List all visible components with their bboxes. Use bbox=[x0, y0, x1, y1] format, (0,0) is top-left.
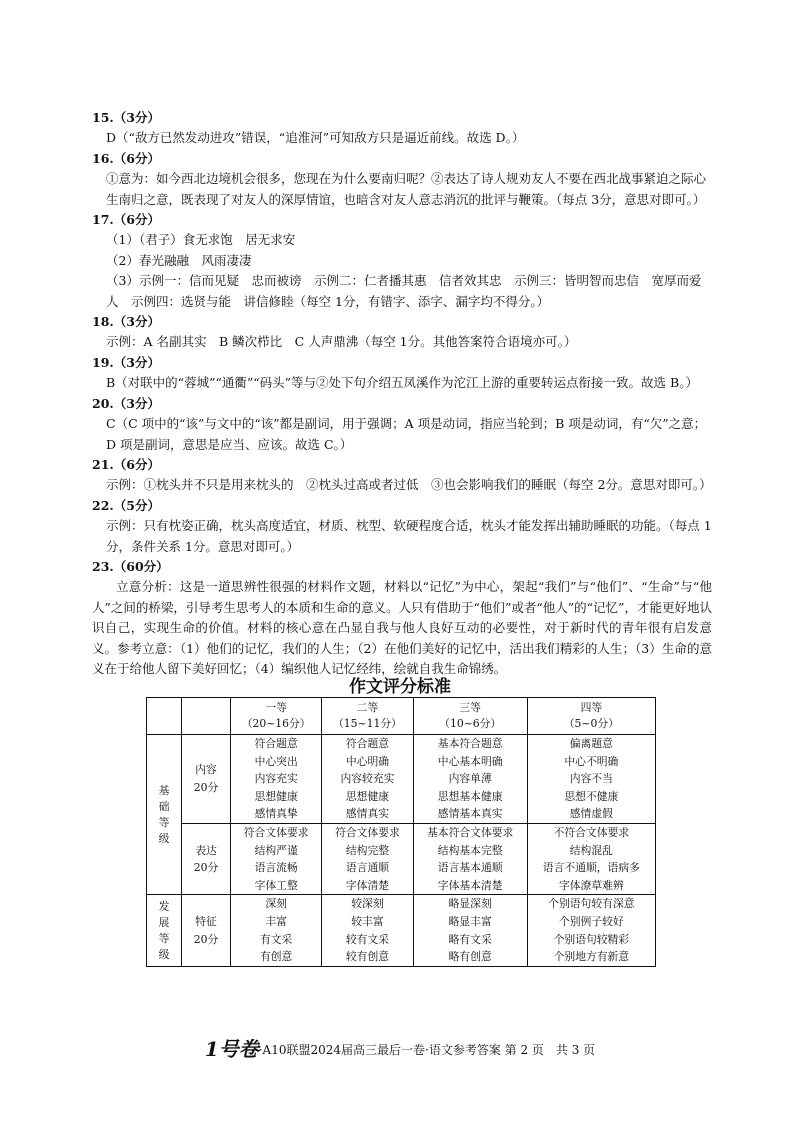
answer-17 bbox=[92, 210, 712, 312]
answer-16 bbox=[92, 149, 712, 210]
rubric-header-row bbox=[147, 698, 656, 735]
grade-header: 一等 （20~16分） bbox=[231, 698, 322, 735]
answer-text: ①意为：如今西北边境机会很多，您现在为什么要南归呢？②表达了诗人规劝友人不要在西北战事紧迫之际心生南归之意，既表现了对友人的深厚情谊，也暗含对友人意志消沉的批评与鞭策。（每点 3分，意思对即可。） bbox=[106, 171, 707, 207]
category-basic: 基 础 等 级 bbox=[147, 735, 182, 895]
criteria-cell: 基本符合文体要求 结构基本完整 语言基本通顺 字体基本清楚 bbox=[413, 823, 527, 894]
criteria-cell: 符合题意 中心突出 内容充实 思想健康 感情真挚 bbox=[231, 735, 322, 824]
answer-18 bbox=[92, 312, 712, 353]
essay-analysis: 立意分析：这是一道思辨性很强的材料作文题，材料以“记忆”为中心，架起“我们”与“他们”、“生命”与“他人”之间的桥梁，引导考生思考人的本质和生命的意义。人只有借助于“他们”或者“他人”的“记忆”，才能更好地认识自己，实现生命的价值。材料的核心意在凸显自我与他人良好互动的必要性，对于新时代的青年很有启发意义。参考立意：（1）他们的记忆，我们的人生；（2）在他们美好的记忆中，活出我们精彩的人生；（3）生命的意义在于给他人留下美好回忆；（4）编织他人记忆经纬，绘就自我生命锦绣。 bbox=[92, 579, 712, 676]
question-number: 16.（6分） bbox=[92, 150, 160, 166]
criteria-cell: 符合文体要求 结构完整 语言通顺 字体清楚 bbox=[322, 823, 413, 894]
criteria-cell: 不符合文体要求 结构混乱 语言不通顺，语病多 字体潦草难辨 bbox=[527, 823, 655, 894]
criteria-cell: 符合题意 中心明确 内容较充实 思想健康 感情真实 bbox=[322, 735, 413, 824]
question-number: 21.（6分） bbox=[92, 456, 160, 472]
question-number: 23.（60分） bbox=[92, 558, 169, 574]
page-footer bbox=[0, 1033, 800, 1062]
answer-text: 示例：A 名副其实 B 鳞次栉比 C 人声鼎沸（每空 1分。其他答案符合语境亦可。） bbox=[106, 334, 577, 350]
question-number: 20.（3分） bbox=[92, 395, 160, 411]
grade-header: 四等 （5~0分） bbox=[527, 698, 655, 735]
answer-15 bbox=[92, 108, 712, 149]
subcategory-feature: 特征 20分 bbox=[182, 895, 231, 966]
criteria-cell: 深刻 丰富 有文采 有创意 bbox=[231, 895, 322, 966]
answer-text: （1）（君子）食无求饱 居无求安 bbox=[106, 232, 296, 248]
rubric-corner-cell bbox=[182, 698, 231, 735]
rubric-row-expression bbox=[147, 823, 656, 894]
answer-text: C（C 项中的“该”与文中的“该”都是副词，用于强调；A 项是动词，指应当轮到；B 项是动词，有“欠”之意；D 项是副词，意思是应当、应该。故选 C。） bbox=[106, 416, 707, 452]
criteria-cell: 较深刻 较丰富 较有文采 较有创意 bbox=[322, 895, 413, 966]
answer-19 bbox=[92, 353, 712, 394]
criteria-cell: 略显深刻 略显丰富 略有文采 略有创意 bbox=[413, 895, 527, 966]
answer-text: （2）春光融融 风雨凄凄 bbox=[106, 252, 252, 268]
rubric-row-feature bbox=[147, 895, 656, 966]
criteria-cell: 偏离题意 中心不明确 内容不当 思想不健康 感情虚假 bbox=[527, 735, 655, 824]
grade-header: 二等 （15~11分） bbox=[322, 698, 413, 735]
answer-20 bbox=[92, 394, 712, 455]
criteria-cell: 个别语句较有深意 个别例子较好 个别语句较精彩 个别地方有新意 bbox=[527, 895, 655, 966]
answer-text: D（“敌方已然发动进攻”错误，“追淮河”可知敌方只是逼近前线。故选 D。） bbox=[106, 130, 525, 146]
answer-text: 示例：只有枕姿正确，枕头高度适宜，材质、枕型、软硬程度合适，枕头才能发挥出辅助睡眠的功能。（每点 1分，条件关系 1分。意思对即可。） bbox=[106, 518, 712, 554]
criteria-cell: 基本符合题意 中心基本明确 内容单薄 思想基本健康 感情基本真实 bbox=[413, 735, 527, 824]
answer-text: （3）示例一：信而见疑 忠而被谤 示例二：仁者播其惠 信者效其忠 示例三：皆明智而忠信 宽厚而爱人 示例四：选贤与能 讲信修睦（每空 1分，有错字、添字、漏字均不得分。） bbox=[106, 273, 702, 309]
subcategory-content: 内容 20分 bbox=[182, 735, 231, 824]
rubric-corner-cell bbox=[147, 698, 182, 735]
answer-section bbox=[92, 108, 712, 679]
question-number: 15.（3分） bbox=[92, 110, 160, 125]
question-number: 18.（3分） bbox=[92, 314, 160, 330]
answer-22 bbox=[92, 496, 712, 557]
answer-23 bbox=[92, 557, 712, 679]
answer-21 bbox=[92, 455, 712, 496]
question-number: 22.（5分） bbox=[92, 497, 160, 513]
brand-logo: 1号卷 bbox=[204, 1037, 259, 1061]
question-number: 17.（6分） bbox=[92, 212, 160, 228]
answer-text: B（对联中的“蓉城”“通衢”“码头”等与②处下句介绍五凤溪作为沱江上游的重要转运点衔接一致。故选 B。） bbox=[106, 375, 698, 391]
rubric-title: 作文评分标准 bbox=[349, 677, 451, 697]
question-number: 19.（3分） bbox=[92, 354, 160, 370]
category-development: 发 展 等 级 bbox=[147, 895, 182, 966]
rubric-row-content bbox=[147, 735, 656, 824]
grade-header: 三等 （10~6分） bbox=[413, 698, 527, 735]
subcategory-expression: 表达 20分 bbox=[182, 823, 231, 894]
footer-text: ·A10联盟2024届高三最后一卷·语文参考答案 第 2 页 共 3 页 bbox=[258, 1043, 596, 1057]
rubric-table bbox=[146, 697, 656, 967]
criteria-cell: 符合文体要求 结构严谨 语言流畅 字体工整 bbox=[231, 823, 322, 894]
answer-text: 示例：①枕头并不只是用来枕头的 ②枕头过高或者过低 ③也会影响我们的睡眠（每空 2分。意思对即可。） bbox=[106, 477, 712, 493]
